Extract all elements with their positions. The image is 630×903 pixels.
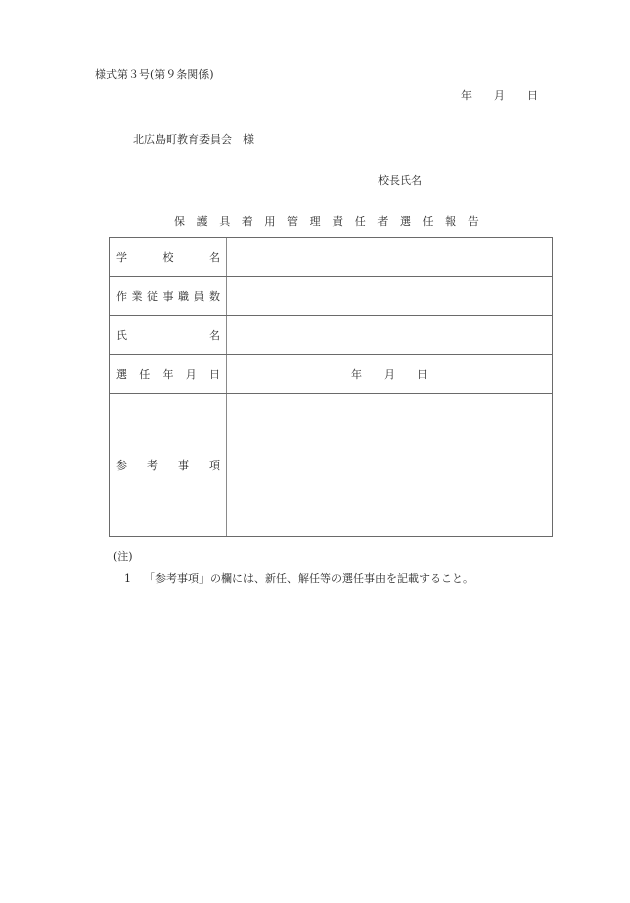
table-row-name (110, 316, 552, 355)
notes-header: (注) (113, 550, 133, 563)
remarks-field[interactable] (227, 394, 552, 536)
label-remarks (110, 394, 227, 536)
note-text: 「参考事項」の欄には、新任、解任等の選任事由を記載すること。 (144, 572, 474, 585)
name-field[interactable] (227, 316, 552, 354)
title-char: 理 (309, 215, 321, 228)
label-char: 日 (209, 368, 220, 381)
table-row-staff-count (110, 277, 552, 316)
label-name (110, 316, 227, 354)
report-title (174, 213, 490, 229)
addressee: 北広島町教育委員会 様 (133, 133, 254, 146)
form-number: 様式第３号(第９条関係) (95, 68, 214, 81)
date-month-label: 月 (494, 89, 505, 102)
title-char: 用 (264, 215, 276, 228)
label-school-name (110, 238, 227, 276)
label-char: 参 (116, 459, 127, 472)
title-char: 任 (422, 215, 434, 228)
label-char: 項 (209, 459, 220, 472)
label-char: 業 (131, 290, 143, 303)
title-char: 責 (332, 215, 344, 228)
label-char: 選 (116, 368, 127, 381)
appointment-year-label: 年 (351, 368, 362, 381)
label-char: 名 (209, 329, 220, 342)
label-char: 氏 (116, 329, 127, 342)
label-char: 数 (209, 290, 220, 303)
table-row-appointment-date (110, 355, 552, 394)
title-char: 告 (467, 215, 479, 228)
title-char: 選 (399, 215, 411, 228)
label-char: 校 (162, 251, 174, 264)
title-char: 報 (445, 215, 457, 228)
appointment-month-label: 月 (384, 368, 395, 381)
school-name-field[interactable] (227, 238, 552, 276)
submission-date (461, 87, 538, 103)
label-char: 考 (147, 459, 158, 472)
title-char: 保 (174, 215, 185, 228)
appointment-date-field[interactable] (227, 355, 552, 393)
title-char: 者 (377, 215, 389, 228)
title-char: 着 (241, 215, 253, 228)
label-char: 事 (162, 290, 174, 303)
date-day-label: 日 (527, 89, 538, 102)
table-row-remarks (110, 394, 552, 536)
title-char: 具 (219, 215, 231, 228)
label-char: 月 (185, 368, 197, 381)
table-row-school-name (110, 238, 552, 277)
label-char: 従 (147, 290, 158, 303)
label-char: 年 (162, 368, 174, 381)
note-item (124, 570, 474, 586)
appointment-day-label: 日 (417, 368, 428, 381)
label-appointment-date (110, 355, 227, 393)
label-char: 事 (178, 459, 189, 472)
title-char: 管 (286, 215, 298, 228)
label-char: 作 (116, 290, 127, 303)
staff-count-field[interactable] (227, 277, 552, 315)
date-year-label: 年 (461, 89, 472, 102)
note-number: 1 (124, 572, 131, 585)
report-table (109, 237, 553, 537)
label-staff-count (110, 277, 227, 315)
principal-name-label: 校長氏名 (378, 174, 422, 187)
label-char: 職 (178, 290, 189, 303)
title-char: 護 (196, 215, 208, 228)
label-char: 名 (209, 251, 220, 264)
label-char: 任 (139, 368, 151, 381)
title-char: 任 (354, 215, 366, 228)
label-char: 員 (193, 290, 205, 303)
label-char: 学 (116, 251, 127, 264)
